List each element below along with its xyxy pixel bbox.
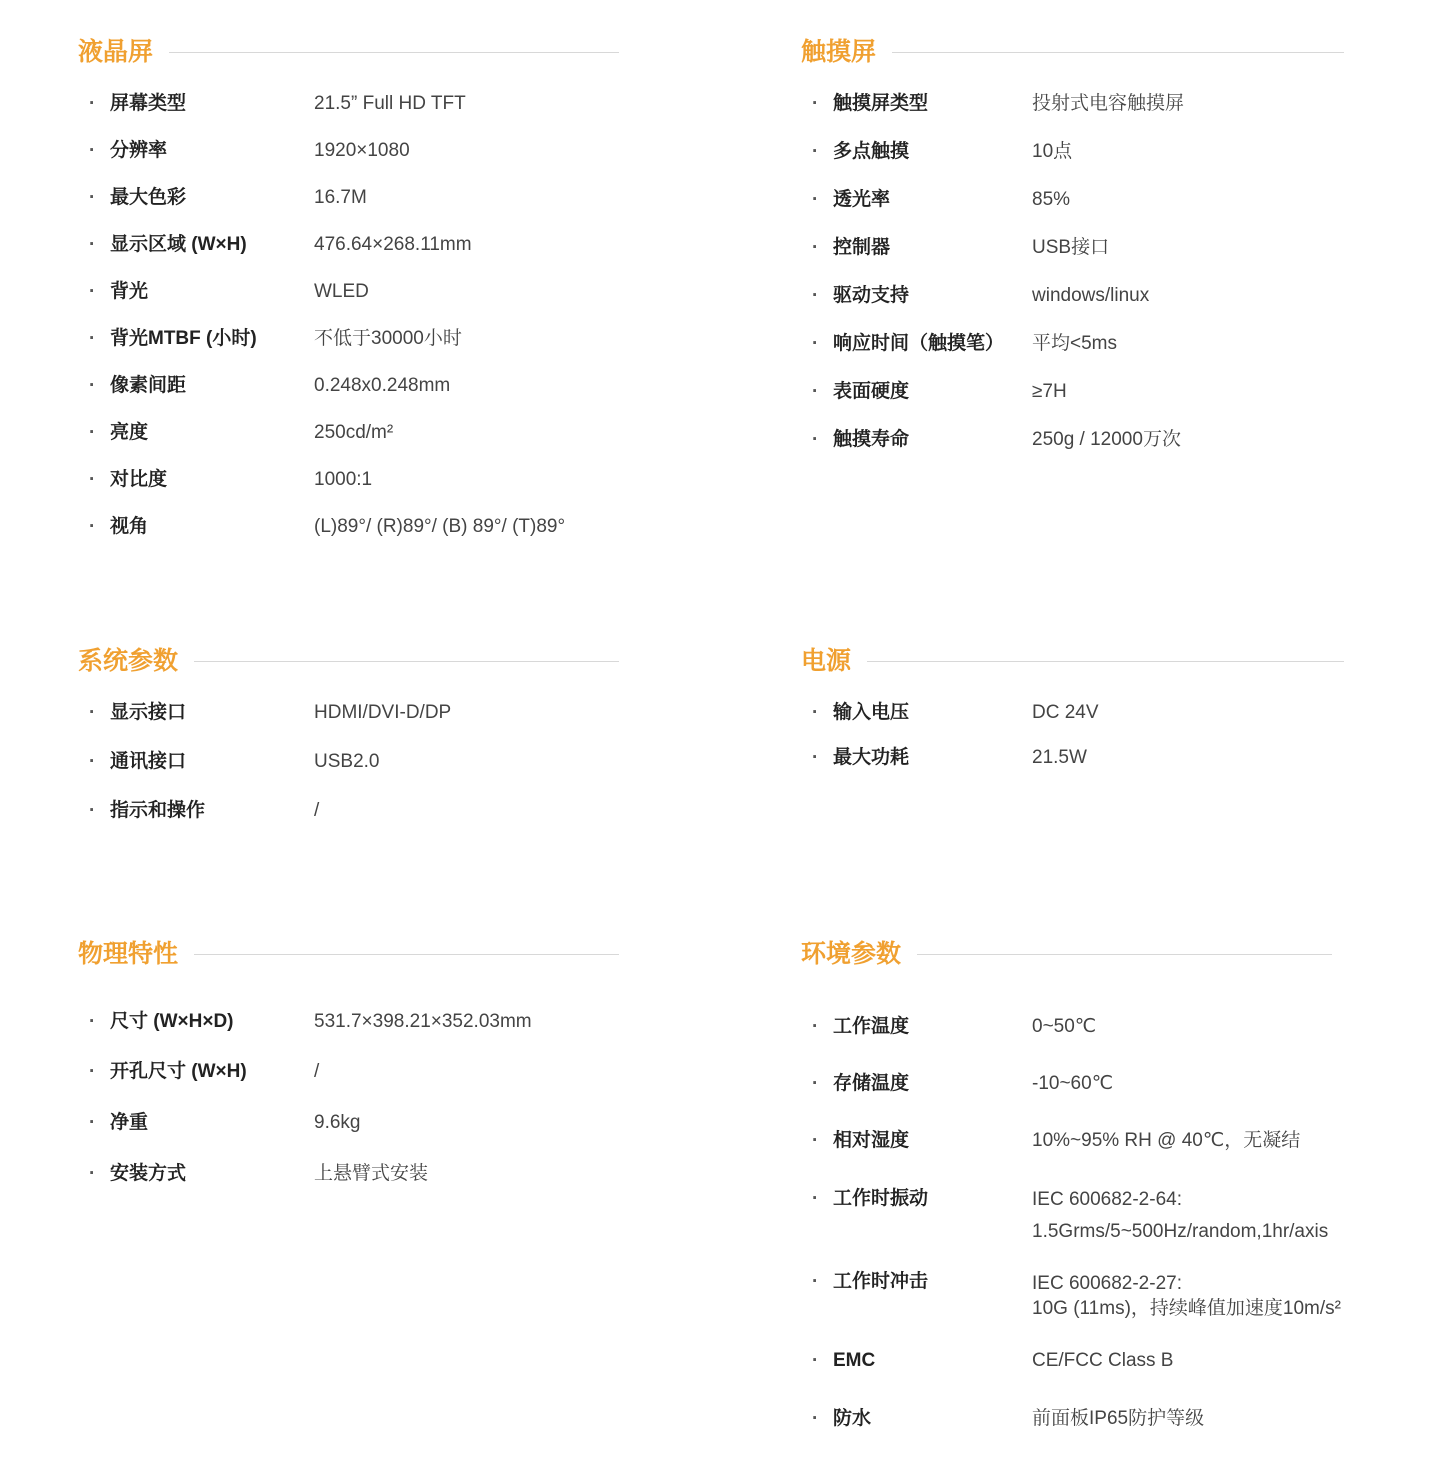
spec-label: 显示接口 bbox=[110, 702, 187, 723]
spec-label: EMC bbox=[833, 1350, 876, 1371]
section-title: 液晶屏 bbox=[78, 32, 169, 72]
bullet-icon: · bbox=[812, 1130, 819, 1151]
spec-value: -10~60℃ bbox=[1032, 1073, 1114, 1094]
bullet-icon: · bbox=[89, 234, 96, 255]
spec-value: 250cd/m² bbox=[314, 422, 394, 443]
bullet-icon: · bbox=[812, 285, 819, 306]
bullet-icon: · bbox=[812, 1016, 819, 1037]
environment-header bbox=[801, 934, 1332, 974]
spec-value: 0.248x0.248mm bbox=[314, 375, 451, 396]
bullet-icon: · bbox=[89, 1061, 96, 1082]
environment-section bbox=[801, 934, 1341, 1444]
spec-label: 驱动支持 bbox=[833, 285, 910, 306]
power-header bbox=[801, 641, 1344, 681]
spec-value-line: IEC 600682-2-64: bbox=[1032, 1189, 1182, 1210]
spec-value: 1920×1080 bbox=[314, 140, 410, 161]
bullet-icon: · bbox=[89, 751, 96, 772]
spec-label: 触摸寿命 bbox=[833, 429, 910, 450]
lcd-section bbox=[78, 32, 619, 562]
bullet-icon: · bbox=[812, 189, 819, 210]
spec-value: 0~50℃ bbox=[1032, 1016, 1097, 1037]
spec-label: 触摸屏类型 bbox=[833, 93, 929, 114]
spec-label: 开孔尺寸 (W×H) bbox=[110, 1061, 247, 1082]
spec-value: 21.5” Full HD TFT bbox=[314, 93, 466, 114]
spec-label: 显示区域 (W×H) bbox=[110, 234, 247, 255]
spec-value: 10点 bbox=[1032, 141, 1073, 162]
spec-value bbox=[1032, 1184, 1328, 1248]
spec-label: 像素间距 bbox=[110, 375, 187, 396]
bullet-icon: · bbox=[812, 429, 819, 450]
spec-value: CE/FCC Class B bbox=[1032, 1350, 1174, 1371]
spec-value: 250g / 12000万次 bbox=[1032, 429, 1181, 450]
spec-label: 透光率 bbox=[833, 189, 891, 210]
spec-label: 安装方式 bbox=[110, 1163, 187, 1184]
physical-header bbox=[78, 934, 619, 974]
spec-value: ≥7H bbox=[1032, 381, 1067, 402]
spec-value: 投射式电容触摸屏 bbox=[1032, 93, 1185, 114]
lcd-header bbox=[78, 32, 619, 72]
spec-label: 工作温度 bbox=[833, 1016, 910, 1037]
power-section bbox=[801, 641, 1344, 791]
bullet-icon: · bbox=[812, 141, 819, 162]
spec-label: 存储温度 bbox=[833, 1073, 910, 1094]
touch-section bbox=[801, 32, 1344, 482]
bullet-icon: · bbox=[89, 702, 96, 723]
system-section bbox=[78, 641, 619, 841]
spec-label: 响应时间（触摸笔） bbox=[833, 333, 1005, 354]
spec-value-line: IEC 600682-2-27: bbox=[1032, 1273, 1182, 1294]
spec-label: 通讯接口 bbox=[110, 751, 187, 772]
spec-label: 亮度 bbox=[110, 422, 149, 443]
spec-value: DC 24V bbox=[1032, 702, 1099, 723]
spec-label: 多点触摸 bbox=[833, 141, 910, 162]
spec-value bbox=[1032, 1271, 1341, 1321]
bullet-icon: · bbox=[812, 1408, 819, 1429]
physical-section bbox=[78, 934, 619, 1204]
spec-value: / bbox=[314, 800, 320, 821]
spec-label: 输入电压 bbox=[833, 702, 910, 723]
spec-label: 分辨率 bbox=[110, 140, 168, 161]
system-header bbox=[78, 641, 619, 681]
spec-label: 最大功耗 bbox=[833, 747, 910, 768]
spec-value: 531.7×398.21×352.03mm bbox=[314, 1011, 532, 1032]
spec-value: (L)89°/ (R)89°/ (B) 89°/ (T)89° bbox=[314, 516, 566, 537]
spec-label: 背光 bbox=[110, 281, 149, 302]
bullet-icon: · bbox=[89, 281, 96, 302]
spec-value: windows/linux bbox=[1032, 285, 1150, 306]
spec-label: 相对湿度 bbox=[833, 1130, 910, 1151]
spec-label: 控制器 bbox=[833, 237, 891, 258]
spec-label: 工作时冲击 bbox=[833, 1271, 929, 1292]
spec-value-line: 10G (11ms)，持续峰值加速度10m/s² bbox=[1032, 1298, 1341, 1319]
bullet-icon: · bbox=[812, 237, 819, 258]
spec-label: 表面硬度 bbox=[833, 381, 910, 402]
spec-value: 10%~95% RH @ 40℃，无凝结 bbox=[1032, 1130, 1301, 1151]
spec-value: 平均<5ms bbox=[1032, 333, 1117, 354]
spec-value: 21.5W bbox=[1032, 747, 1087, 768]
bullet-icon: · bbox=[812, 93, 819, 114]
bullet-icon: · bbox=[89, 469, 96, 490]
spec-label: 视角 bbox=[110, 516, 149, 537]
spec-label: 屏幕类型 bbox=[110, 93, 187, 114]
spec-value: HDMI/DVI-D/DP bbox=[314, 702, 452, 723]
spec-value: USB2.0 bbox=[314, 751, 380, 772]
touch-header bbox=[801, 32, 1344, 72]
section-divider bbox=[801, 661, 1344, 662]
bullet-icon: · bbox=[812, 1073, 819, 1094]
bullet-icon: · bbox=[812, 333, 819, 354]
spec-value: 9.6kg bbox=[314, 1112, 361, 1133]
spec-value: WLED bbox=[314, 281, 369, 302]
bullet-icon: · bbox=[89, 516, 96, 537]
bullet-icon: · bbox=[89, 1011, 96, 1032]
spec-value-line: 1.5Grms/5~500Hz/random,1hr/axis bbox=[1032, 1221, 1329, 1242]
bullet-icon: · bbox=[812, 1350, 819, 1371]
section-title: 触摸屏 bbox=[801, 32, 892, 72]
spec-label: 尺寸 (W×H×D) bbox=[110, 1011, 234, 1032]
spec-value: USB接口 bbox=[1032, 237, 1110, 258]
spec-value: 上悬臂式安装 bbox=[314, 1163, 429, 1184]
spec-label: 工作时振动 bbox=[833, 1188, 929, 1209]
bullet-icon: · bbox=[89, 375, 96, 396]
spec-label: 净重 bbox=[110, 1112, 149, 1133]
spec-label: 指示和操作 bbox=[110, 800, 206, 821]
spec-label: 防水 bbox=[833, 1408, 872, 1429]
bullet-icon: · bbox=[89, 1163, 96, 1184]
bullet-icon: · bbox=[89, 422, 96, 443]
section-title: 环境参数 bbox=[801, 934, 917, 974]
bullet-icon: · bbox=[812, 381, 819, 402]
bullet-icon: · bbox=[812, 1188, 819, 1209]
spec-value: 1000:1 bbox=[314, 469, 373, 490]
bullet-icon: · bbox=[812, 747, 819, 768]
spec-label: 背光MTBF (小时) bbox=[110, 328, 257, 349]
spec-value: 16.7M bbox=[314, 187, 367, 208]
spec-value: 前面板IP65防护等级 bbox=[1032, 1408, 1205, 1429]
spec-value: / bbox=[314, 1061, 320, 1082]
section-title: 物理特性 bbox=[78, 934, 194, 974]
bullet-icon: · bbox=[89, 328, 96, 349]
bullet-icon: · bbox=[89, 1112, 96, 1133]
section-title: 电源 bbox=[801, 641, 867, 681]
spec-value: 不低于30000小时 bbox=[314, 328, 462, 349]
spec-label: 最大色彩 bbox=[110, 187, 187, 208]
bullet-icon: · bbox=[812, 702, 819, 723]
bullet-icon: · bbox=[89, 187, 96, 208]
bullet-icon: · bbox=[812, 1271, 819, 1292]
section-title: 系统参数 bbox=[78, 641, 194, 681]
bullet-icon: · bbox=[89, 93, 96, 114]
bullet-icon: · bbox=[89, 800, 96, 821]
bullet-icon: · bbox=[89, 140, 96, 161]
spec-value: 476.64×268.11mm bbox=[314, 234, 472, 255]
spec-label: 对比度 bbox=[110, 469, 168, 490]
spec-value: 85% bbox=[1032, 189, 1071, 210]
